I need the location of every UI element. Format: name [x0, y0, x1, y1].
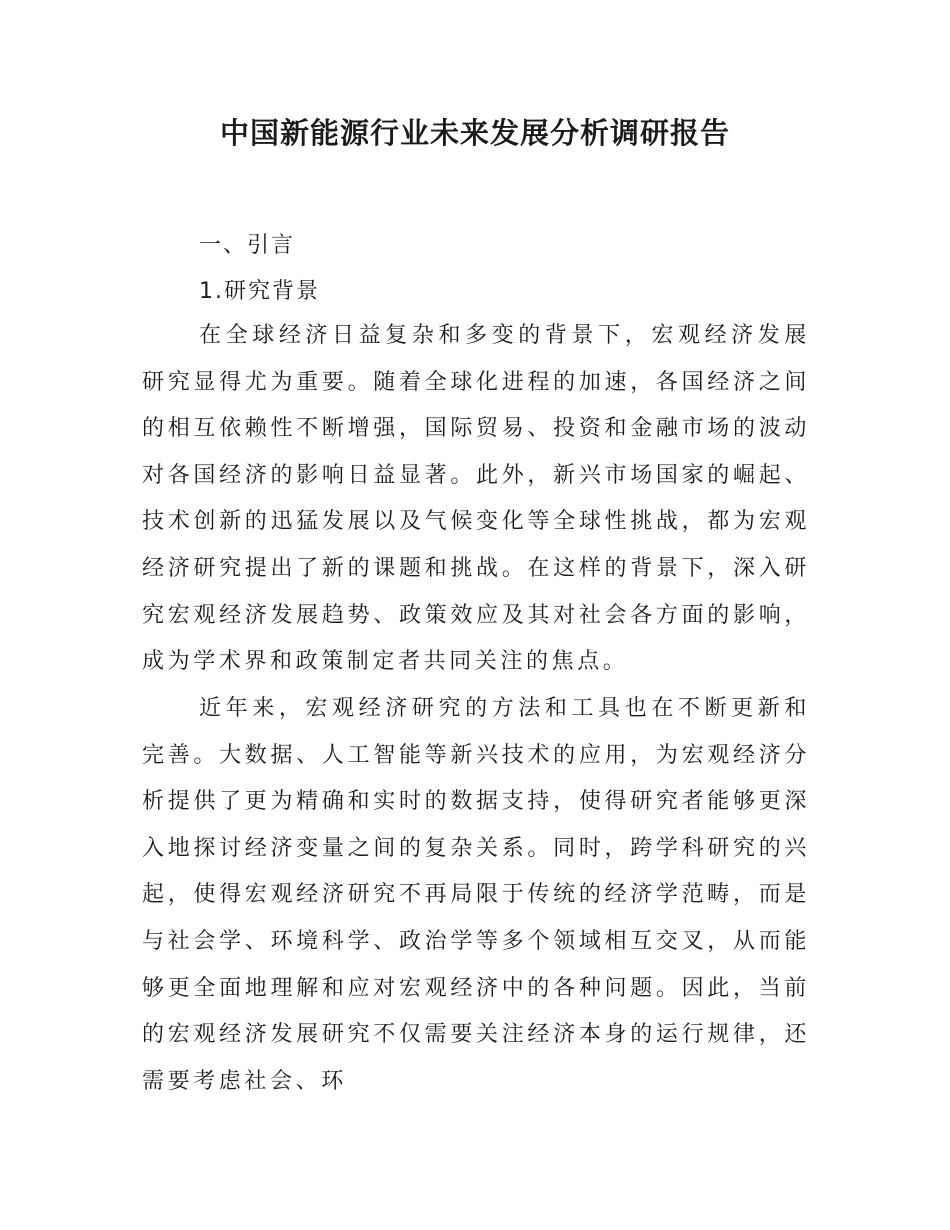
body-paragraph-1: 在全球经济日益复杂和多变的背景下，宏观经济发展研究显得尤为重要。随着全球化进程的加速，各国经济之间的相互依赖性不断增强，国际贸易、投资和金融市场的波动对各国经济的影响日益显著。此外，新兴市场国家的崛起、技术创新的迅猛发展以及气候变化等全球性挑战，都为宏观经济研究提出了新的课题和挑战。在这样的背景下，深入研究宏观经济发展趋势、政策效应及其对社会各方面的影响，成为学术界和政策制定者共同关注的焦点。 [142, 323, 810, 675]
document-title: 中国新能源行业未来发展分析调研报告 [219, 116, 730, 150]
subsection-heading: 1.研究背景 [199, 279, 320, 304]
body-paragraph-2: 近年来，宏观经济研究的方法和工具也在不断更新和完善。大数据、人工智能等新兴技术的应用，为宏观经济分析提供了更为精确和实时的数据支持，使得研究者能够更深入地探讨经济变量之间的复杂关系。同时，跨学科研究的兴起，使得宏观经济研究不再局限于传统的经济学范畴，而是与社会学、环境科学、政治学等多个领域相互交叉，从而能够更全面地理解和应对宏观经济中的各种问题。因此，当前的宏观经济发展研究不仅需要关注经济本身的运行规律，还需要考虑社会、环 [142, 696, 810, 1094]
section-heading: 一、引言 [199, 233, 296, 258]
